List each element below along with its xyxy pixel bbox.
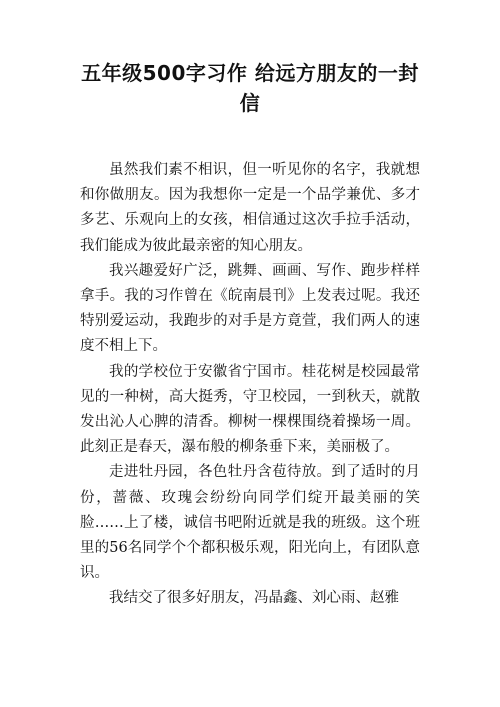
paragraph-1: 虽然我们素不相识，但一听见你的名字，我就想和你做朋友。因为我想你一定是一个品学兼优、多才多艺、乐观向上的女孩，相信通过这次手拉手活动，我们能成为彼此最亲密的知心朋友。	[80, 162, 420, 254]
paragraph-3: 我的学校位于安徽省宁国市。桂花树是校园最常见的一种树，高大挺秀，守卫校园，一到秋天，就散发出沁人心脾的清香。柳树一棵棵围绕着操场一周。此刻正是春天，瀑布般的柳条垂下来，美丽极了。	[80, 363, 420, 456]
paragraph-5: 我结交了很多好朋友，冯晶鑫、刘心雨、赵雅	[109, 590, 399, 607]
document-body	[80, 158, 420, 612]
paragraph-4: 走进牡丹园，各色牡丹含苞待放。到了适时的月份，蔷薇、玫瑰会纷纷向同学们绽开最美丽的笑脸……上了楼，诚信书吧附近就是我的班级。这个班里的56名同学个个都积极乐观，阳光向上，有团队意识。	[80, 464, 420, 582]
paragraph-2: 我兴趣爱好广泛，跳舞、画画、写作、跑步样样拿手。我的习作曾在《皖南晨刊》上发表过呢。我还特别爱运动，我跑步的对手是方竟萱，我们两人的速度不相上下。	[80, 262, 420, 355]
document-title: 五年级500字习作 给远方朋友的一封信	[81, 61, 419, 115]
